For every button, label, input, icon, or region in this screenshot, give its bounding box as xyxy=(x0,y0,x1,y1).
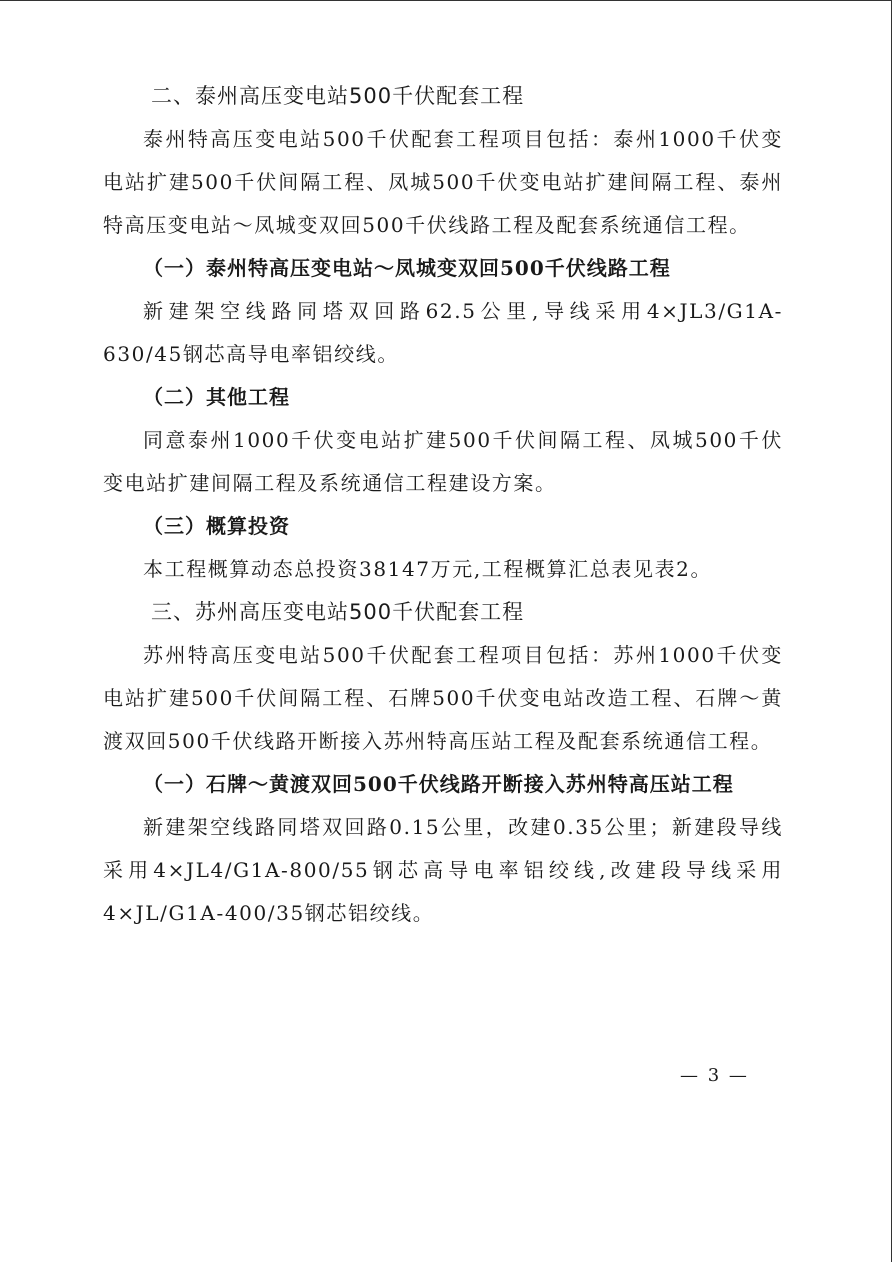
section-3-sub-1-text: 新建架空线路同塔双回路0.15公里，改建0.35公里；新建段导线采用4×JL4/G1A-800/55钢芯高导电率铝绞线,改建段导线采用4×JL/G1A-400/35钢芯铝绞线。 xyxy=(103,815,783,925)
section-3-intro: 苏州特高压变电站500千伏配套工程项目包括：苏州1000千伏变电站扩建500千伏间隔工程、石牌500千伏变电站改造工程、石牌～黄渡双回500千伏线路开断接入苏州特高压站工程及配套系统通信工程。 xyxy=(103,643,783,753)
section-3-sub-1-heading: （一）石牌～黄渡双回500千伏线路开断接入苏州特高压站工程 xyxy=(143,772,734,796)
section-2-heading: 二、泰州高压变电站500千伏配套工程 xyxy=(151,84,525,108)
section-2-sub-3-heading: （三）概算投资 xyxy=(143,514,290,538)
page-number: — 3 — xyxy=(680,1065,749,1086)
section-3-heading: 三、苏州高压变电站500千伏配套工程 xyxy=(151,600,525,624)
section-2-sub-3-text: 本工程概算动态总投资38147万元,工程概算汇总表见表2。 xyxy=(143,557,713,581)
section-2-sub-2-text: 同意泰州1000千伏变电站扩建500千伏间隔工程、凤城500千伏变电站扩建间隔工程及系统通信工程建设方案。 xyxy=(103,428,783,495)
section-2-sub-1-heading: （一）泰州特高压变电站～凤城变双回500千伏线路工程 xyxy=(143,256,671,280)
section-2-sub-1-text: 新建架空线路同塔双回路62.5公里,导线采用4×JL3/G1A-630/45钢芯高导电率铝绞线。 xyxy=(103,299,783,366)
document-body xyxy=(103,75,783,935)
section-2-sub-2-heading: （二）其他工程 xyxy=(143,385,290,409)
section-2-intro: 泰州特高压变电站500千伏配套工程项目包括：泰州1000千伏变电站扩建500千伏间隔工程、凤城500千伏变电站扩建间隔工程、泰州特高压变电站～凤城变双回500千伏线路工程及配套系统通信工程。 xyxy=(103,127,783,237)
